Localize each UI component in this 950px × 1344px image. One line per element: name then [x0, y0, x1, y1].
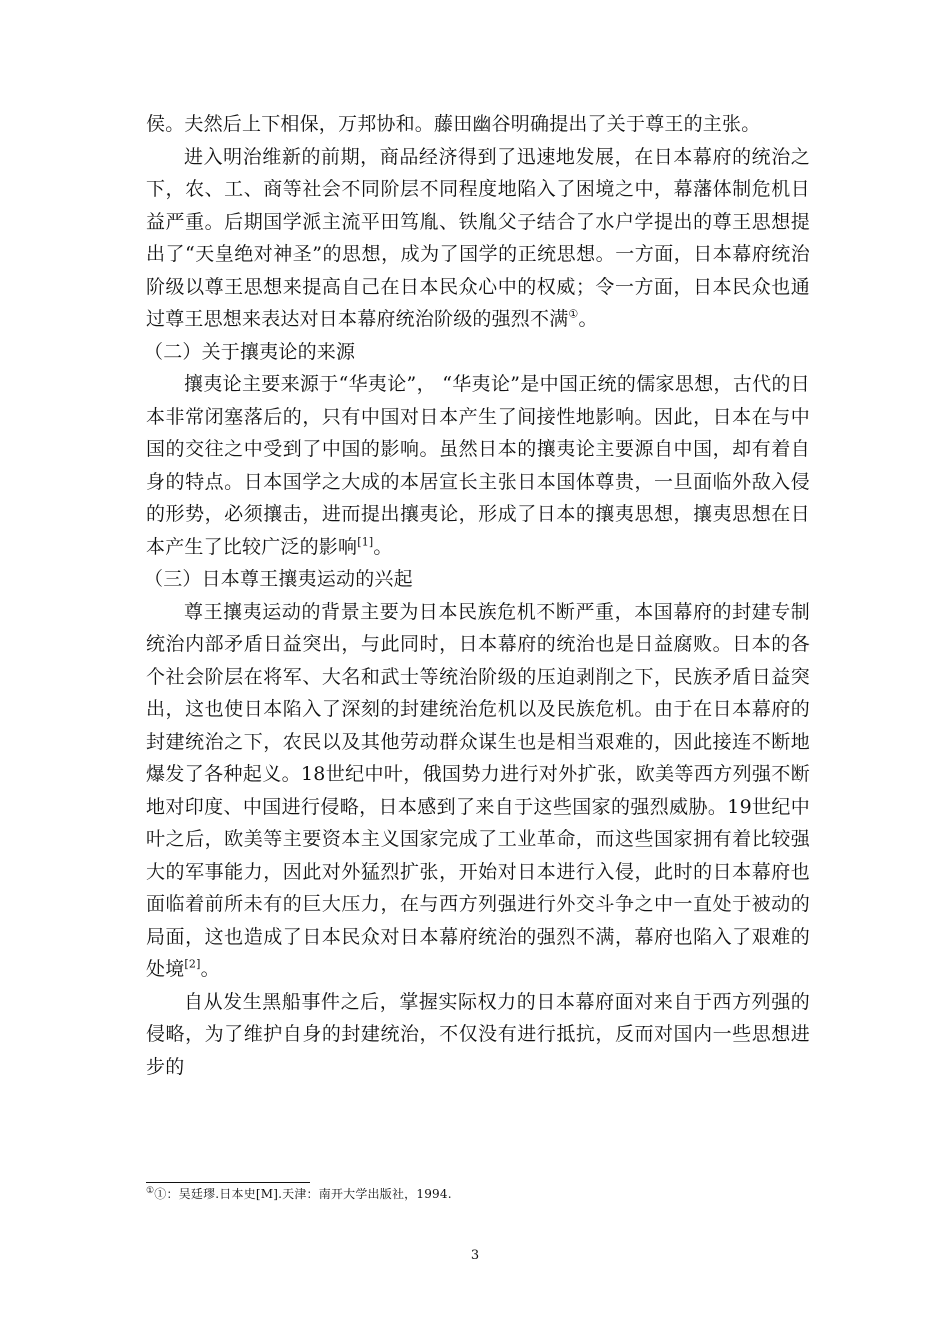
footnote: [146, 1185, 810, 1203]
paragraph-3: 攘夷论主要来源于“华夷论”， “华夷论”是中国正统的儒家思想，古代的日本非常闭塞落后的，只有中国对日本产生了间接性地影响。因此，日本在与中国的交往之中受到了中国的影响。虽然日本的攘夷论主要源自中国，却有着自身的特点。日本国学之大成的本居宣长主张日本国体尊贵，一旦面临外敌入侵的形势，必须攘击，进而提出攘夷论，形成了日本的攘夷思想，攘夷思想在日本产生了比较广泛的影响[1]。: [146, 373, 810, 558]
section-heading-3: （三）日本尊王攘夷运动的兴起: [144, 568, 413, 590]
paragraph-1: 侯。夫然后上下相保，万邦协和。藤田幽谷明确提出了关于尊王的主张。: [146, 113, 761, 135]
citation-ref[interactable]: [2]: [184, 957, 201, 971]
footnote-ref[interactable]: ①: [568, 307, 579, 321]
footnote-marker: ①: [146, 1186, 155, 1196]
footnote-divider: [146, 1182, 310, 1183]
paragraph-2: 进入明治维新的前期，商品经济得到了迅速地发展，在日本幕府的统治之下，农、工、商等社会不同阶层不同程度地陷入了困境之中，幕藩体制危机日益严重。后期国学派主流平田笃胤、铁胤父子结合了水户学提出的尊王思想提出了“天皇绝对神圣”的思想，成为了国学的正统思想。一方面，日本幕府统治阶级以尊王思想来提高自己在日本民众心中的权威；令一方面，日本民众也通过尊王思想来表达对日本幕府统治阶级的强烈不满①。: [146, 145, 810, 330]
paragraph-5: 自从发生黑船事件之后，掌握实际权力的日本幕府面对来自于西方列强的侵略，为了维护自身的封建统治，不仅没有进行抵抗，反而对国内一些思想进步的: [146, 990, 810, 1078]
paragraph-4: 尊王攘夷运动的背景主要为日本民族危机不断严重，本国幕府的封建专制统治内部矛盾日益突出，与此同时，日本幕府的统治也是日益腐败。日本的各个社会阶层在将军、大名和武士等统治阶级的压迫剥削之下，民族矛盾日益突出，这也使日本陷入了深刻的封建统治危机以及民族危机。由于在日本幕府的封建统治之下，农民以及其他劳动群众谋生也是相当艰难的，因此接连不断地爆发了各种起义。18世纪中叶，俄国势力进行对外扩张，欧美等西方列强不断地对印度、中国进行侵略，日本感到了来自于这些国家的强烈威胁。19世纪中叶之后，欧美等主要资本主义国家完成了工业革命，而这些国家拥有着比较强大的军事能力，因此对外猛烈扩张，开始对日本进行入侵，此时的日本幕府也面临着前所未有的巨大压力，在与西方列强进行外交斗争之中一直处于被动的局面，这也造成了日本民众对日本幕府统治的强烈不满，幕府也陷入了艰难的处境[2]。: [146, 600, 810, 980]
footnote-text: ①：吴廷璆.日本史[M].天津：南开大学出版社，1994.: [154, 1187, 452, 1201]
body-text: [146, 108, 810, 1083]
section-heading-2: （二）关于攘夷论的来源: [144, 340, 356, 363]
citation-ref[interactable]: [1]: [357, 535, 374, 549]
page-number: 3: [470, 1248, 480, 1263]
